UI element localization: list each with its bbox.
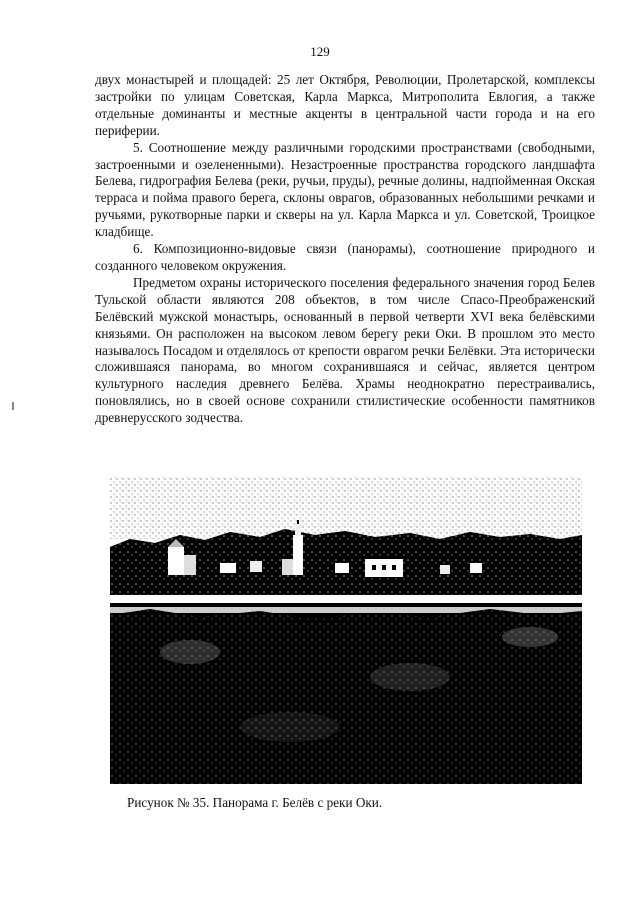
panorama-photo xyxy=(110,477,582,784)
body-text xyxy=(95,72,595,427)
page-number: 129 xyxy=(310,44,330,59)
paragraph-item-6: 6. Композиционно-видовые связи (панорамы), соотношение природного и созданного человеком окружения. xyxy=(95,241,595,273)
margin-mark xyxy=(12,402,14,410)
paragraph-continuation: двух монастырей и площадей: 25 лет Октября, Революции, Пролетарской, комплексы застройки по улицам Советская, Карла Маркса, Митрополита Евлогия, а также отдельные доминанты и местные акценты в центральной части города и на его периферии. xyxy=(95,72,595,138)
paragraph-item-5: 5. Соотношение между различными городскими пространствами (свободными, застроенными и озелененными). Незастроенные пространства городского ландшафта Белева, гидрография Белева (реки, ручьи, пруды), речные долины, надпойменная Окская терраса и пойма правого берега, склоны оврагов, образованных небольшими речками и ручьями, рукотворные парки и скверы на ул. Карла Маркса и ул. Советской, Троицкое кладбище. xyxy=(95,139,595,240)
paragraph-protection-subject: Предметом охраны исторического поселения федерального значения город Белев Тульской области являются 208 объектов, в том числе Спасо-Преображенский Белёвский мужской монастырь, основанный в первой четверти XVI века белёвскими князьями. Он расположен на высоком левом берегу реки Оки. В прошлом это место называлось Посадом и отделялось от крепости оврагом речки Белёвки. Эта исторически сложившаяся панорама, во многом сохранившаяся и сейчас, является центром культурного наследия древнего Белёва. Храмы неоднократно перестраивались, поновлялись, но в своей основе сохранили стилистические особенности памятников древнерусского зодчества. xyxy=(95,274,595,426)
figure-caption: Рисунок № 35. Панорама г. Белёв с реки Оки. xyxy=(127,795,383,810)
